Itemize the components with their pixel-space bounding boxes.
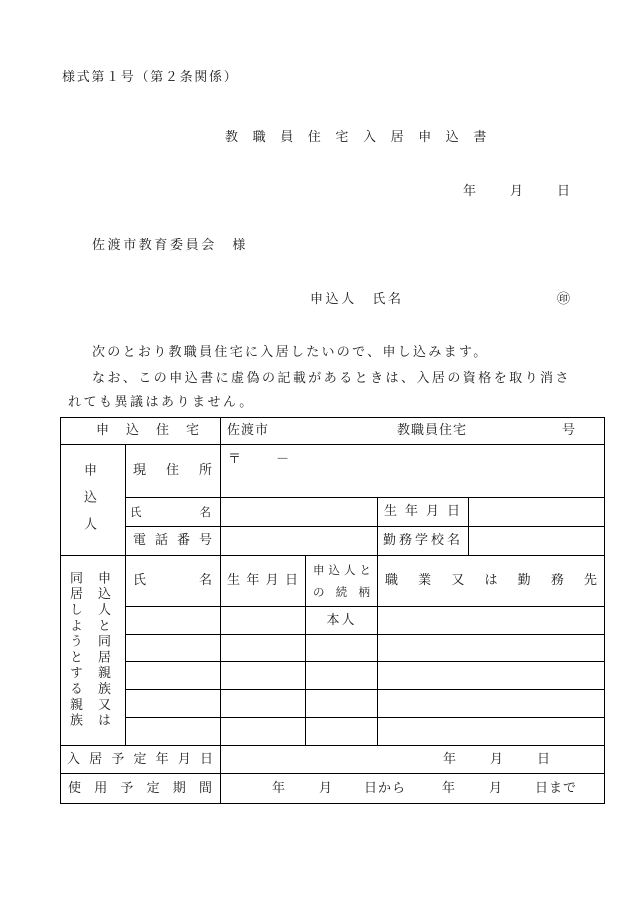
family-row-1-relation-text: 本人 <box>326 612 357 628</box>
family-row-1-occupation <box>377 606 605 635</box>
family-row-4-name <box>125 689 221 718</box>
name-label: 氏 名 <box>130 505 211 519</box>
school-label: 勤務学校名 <box>383 533 464 548</box>
move-in-month: 月 <box>490 752 504 767</box>
applicant-name-label: 申込人 氏名 <box>310 292 404 307</box>
family-header-name: 氏 名 <box>133 573 212 588</box>
date-year: 年 <box>463 184 477 199</box>
family-header-relation-line1: 申込人と <box>313 563 375 577</box>
name-label-cell <box>125 497 221 527</box>
address-value-cell <box>220 444 605 498</box>
body-line-1: 次のとおり教職員住宅に入居したいので、申し込みます。 <box>92 345 489 360</box>
body-line-3: れても異議はありません。 <box>68 395 255 410</box>
name-value-cell <box>220 497 378 527</box>
period-from-month: 月 <box>319 781 333 796</box>
family-header-occupation-cell <box>377 555 605 607</box>
applicant-section-cell <box>60 444 126 556</box>
family-row-5-relation <box>305 717 378 746</box>
family-row-5-name <box>125 717 221 746</box>
usage-period-value-cell <box>220 773 605 804</box>
family-row-5-occupation <box>377 717 605 746</box>
period-from-year: 年 <box>272 781 286 796</box>
move-in-year: 年 <box>443 752 457 767</box>
housing-city: 佐渡市 <box>227 423 270 438</box>
move-in-value-cell <box>220 745 605 774</box>
period-to-year: 年 <box>442 781 456 796</box>
school-label-cell <box>377 526 469 556</box>
period-to-day: 日まで <box>535 781 578 796</box>
form-title: 教職員住宅入居申込書 <box>225 130 502 145</box>
move-in-day: 日 <box>537 752 551 767</box>
family-section-label-left: 同居しようとする親族 <box>67 571 82 729</box>
family-row-3-relation <box>305 661 378 690</box>
family-row-5-birth <box>220 717 306 746</box>
school-value-cell <box>468 526 605 556</box>
family-header-name-cell <box>125 555 221 607</box>
housing-label: 申 込 住 宅 <box>96 423 199 438</box>
birth-label: 生 年 月 日 <box>384 504 460 519</box>
seal-mark: ㊞ <box>557 292 571 307</box>
family-row-1-birth <box>220 606 306 635</box>
family-row-4-relation <box>305 689 378 718</box>
family-row-2-name <box>125 634 221 662</box>
family-section-label-right: 申込人と同居親族又は <box>95 571 110 729</box>
family-row-3-name <box>125 661 221 690</box>
family-header-relation-cell <box>305 555 378 607</box>
date-month: 月 <box>510 184 524 199</box>
address-label: 現 住 所 <box>133 463 212 478</box>
address-label-cell <box>125 444 221 498</box>
addressee: 佐渡市教育委員会 様 <box>92 238 249 253</box>
family-section-cell <box>60 555 126 746</box>
family-row-2-occupation <box>377 634 605 662</box>
housing-value-cell <box>220 417 605 445</box>
birth-value-cell <box>468 497 605 527</box>
applicant-section-label: 申込人 <box>81 463 96 544</box>
body-line-2: なお、この申込書に虚偽の記載があるときは、入居の資格を取り消さ <box>92 371 571 386</box>
date-day: 日 <box>557 184 571 199</box>
postal-mark: 〒 － <box>228 452 293 467</box>
usage-period-label-cell <box>60 773 221 804</box>
family-row-1-name <box>125 606 221 635</box>
birth-label-cell <box>377 497 469 527</box>
phone-label-cell <box>125 526 221 556</box>
phone-label: 電 話 番 号 <box>133 533 212 548</box>
housing-type: 教職員住宅 <box>397 423 468 438</box>
family-row-4-birth <box>220 689 306 718</box>
form-number: 様式第１号（第２条関係） <box>62 70 239 85</box>
family-header-relation-line2: の 続 柄 <box>313 585 370 599</box>
housing-label-cell <box>60 417 221 445</box>
family-header-birth-cell <box>220 555 306 607</box>
family-row-4-occupation <box>377 689 605 718</box>
family-row-3-occupation <box>377 661 605 690</box>
usage-period-label: 使 用 予 定 期 間 <box>68 780 212 796</box>
move-in-label: 入 居 予 定 年 月 日 <box>67 751 213 767</box>
move-in-label-cell <box>60 745 221 774</box>
period-to-month: 月 <box>489 781 503 796</box>
family-row-2-relation <box>305 634 378 662</box>
housing-number-suffix: 号 <box>562 423 576 438</box>
family-row-3-birth <box>220 661 306 690</box>
family-row-1-relation <box>305 606 378 635</box>
family-header-occupation: 職 業 又 は 勤 務 先 <box>385 573 597 588</box>
period-from-day: 日から <box>364 781 407 796</box>
family-row-2-birth <box>220 634 306 662</box>
family-header-birth: 生 年 月 日 <box>227 573 298 588</box>
phone-value-cell <box>220 526 378 556</box>
